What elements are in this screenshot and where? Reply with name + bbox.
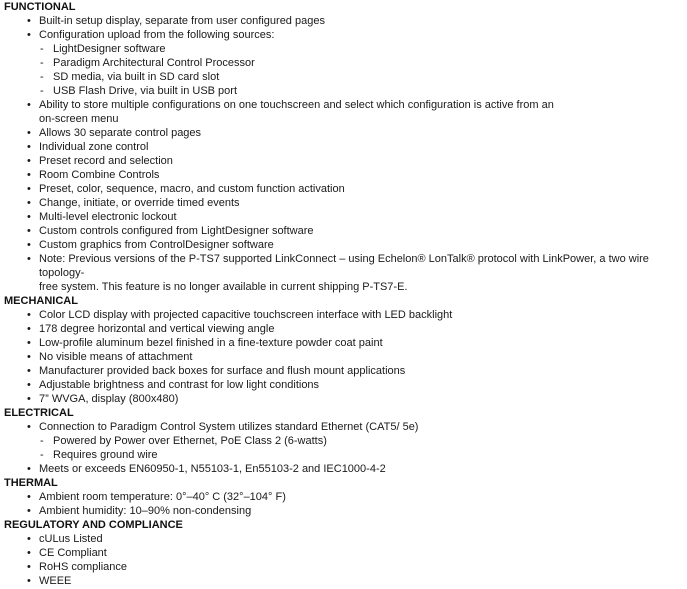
list-item-text: • Manufacturer provided back boxes for surface and flush mount applications — [39, 365, 406, 377]
list-item — [4, 350, 683, 364]
list-item-text: • Individual zone control — [39, 141, 149, 153]
list-item — [4, 252, 683, 294]
list-item-text: • RoHS compliance — [39, 561, 128, 573]
list-item — [4, 378, 683, 392]
list-item — [4, 126, 683, 140]
section-title: THERMAL — [4, 477, 58, 489]
list-item-text: • Color LCD display with projected capacitive touchscreen interface with LED backlight — [39, 309, 453, 321]
list-item — [4, 154, 683, 168]
list-item — [4, 560, 683, 574]
list-item-text: - Paradigm Architectural Control Processor — [53, 57, 255, 69]
list-item-text: • Ability to store multiple configurations on one touchscreen and select which configuration is active from an — [39, 99, 554, 111]
bullet-list — [4, 14, 683, 294]
list-item — [4, 322, 683, 336]
section-electrical — [4, 406, 683, 476]
section-mechanical — [4, 294, 683, 406]
list-item — [4, 140, 683, 154]
sub-list-item — [4, 448, 683, 462]
bullet-list — [4, 420, 683, 476]
sub-list-item — [4, 42, 683, 56]
list-item-text: - LightDesigner software — [53, 43, 166, 55]
list-item-text: • Low-profile aluminum bezel finished in a fine-texture powder coat paint — [39, 337, 383, 349]
list-item-text: • Ambient humidity: 10–90% non-condensing — [39, 505, 252, 517]
list-item — [4, 238, 683, 252]
list-item-text: - SD media, via built in SD card slot — [53, 71, 220, 83]
list-item — [4, 462, 683, 476]
list-item-text: • 7” WVGA, display (800x480) — [39, 393, 179, 405]
list-item — [4, 532, 683, 546]
list-item-text: • Change, initiate, or override timed events — [39, 197, 240, 209]
list-item-text: • Connection to Paradigm Control System utilizes standard Ethernet (CAT5/ 5e) — [39, 421, 419, 433]
list-item — [4, 546, 683, 560]
sub-list-item — [4, 434, 683, 448]
list-item-text: - Powered by Power over Ethernet, PoE Class 2 (6-watts) — [53, 435, 327, 447]
list-item-text: • 178 degree horizontal and vertical viewing angle — [39, 323, 275, 335]
section-title: ELECTRICAL — [4, 407, 74, 419]
list-item — [4, 14, 683, 28]
list-item — [4, 98, 683, 126]
list-item-text: • Allows 30 separate control pages — [39, 127, 202, 139]
list-item — [4, 364, 683, 378]
list-item — [4, 182, 683, 196]
list-item — [4, 168, 683, 182]
sub-list-item — [4, 84, 683, 98]
list-item-text: - Requires ground wire — [53, 449, 158, 461]
list-item-text: • Custom graphics from ControlDesigner software — [39, 239, 274, 251]
list-item — [4, 392, 683, 406]
section-title: MECHANICAL — [4, 295, 78, 307]
sub-list-item — [4, 70, 683, 84]
list-item-text: • Preset record and selection — [39, 155, 173, 167]
list-item-text: - USB Flash Drive, via built in USB port — [53, 85, 238, 97]
list-item-text: • Note: Previous versions of the P-TS7 supported LinkConnect – using Echelon® LonTalk® protocol with LinkPower, a two wire topology- — [39, 253, 649, 279]
list-item-text: • Meets or exceeds EN60950-1, N55103-1, En55103-2 and IEC1000-4-2 — [39, 463, 386, 475]
list-item-text: • CE Compliant — [39, 547, 107, 559]
bullet-list — [4, 532, 683, 588]
list-item-text: • Room Combine Controls — [39, 169, 160, 181]
list-item — [4, 504, 683, 518]
list-item-text: • cULus Listed — [39, 533, 103, 545]
section-title: FUNCTIONAL — [4, 1, 76, 13]
section-regulatory-and-compliance — [4, 518, 683, 588]
list-item-text: • WEEE — [39, 575, 72, 587]
section-thermal — [4, 476, 683, 518]
list-item — [4, 490, 683, 504]
list-item-text: • Preset, color, sequence, macro, and custom function activation — [39, 183, 345, 195]
list-item-text: • No visible means of attachment — [39, 351, 193, 363]
section-functional — [4, 0, 683, 294]
list-item — [4, 336, 683, 350]
list-item — [4, 210, 683, 224]
list-item — [4, 308, 683, 322]
list-item-text: • Built-in setup display, separate from user configured pages — [39, 15, 325, 27]
list-item — [4, 28, 683, 42]
list-item-text: • Ambient room temperature: 0°–40° C (32°–104° F) — [39, 491, 286, 503]
list-item-text: • Multi-level electronic lockout — [39, 211, 177, 223]
list-item — [4, 574, 683, 588]
bullet-list — [4, 308, 683, 406]
list-item — [4, 224, 683, 238]
list-item-text: • Custom controls configured from LightDesigner software — [39, 225, 314, 237]
list-item — [4, 420, 683, 434]
list-item-text-continued: free system. This feature is no longer available in current shipping P-TS7-E. — [39, 281, 408, 293]
section-title: REGULATORY AND COMPLIANCE — [4, 519, 183, 531]
sub-list-item — [4, 56, 683, 70]
list-item — [4, 196, 683, 210]
bullet-list — [4, 490, 683, 518]
list-item-text: • Configuration upload from the following sources: — [39, 29, 275, 41]
list-item-text-continued: on-screen menu — [39, 113, 119, 125]
list-item-text: • Adjustable brightness and contrast for low light conditions — [39, 379, 320, 391]
